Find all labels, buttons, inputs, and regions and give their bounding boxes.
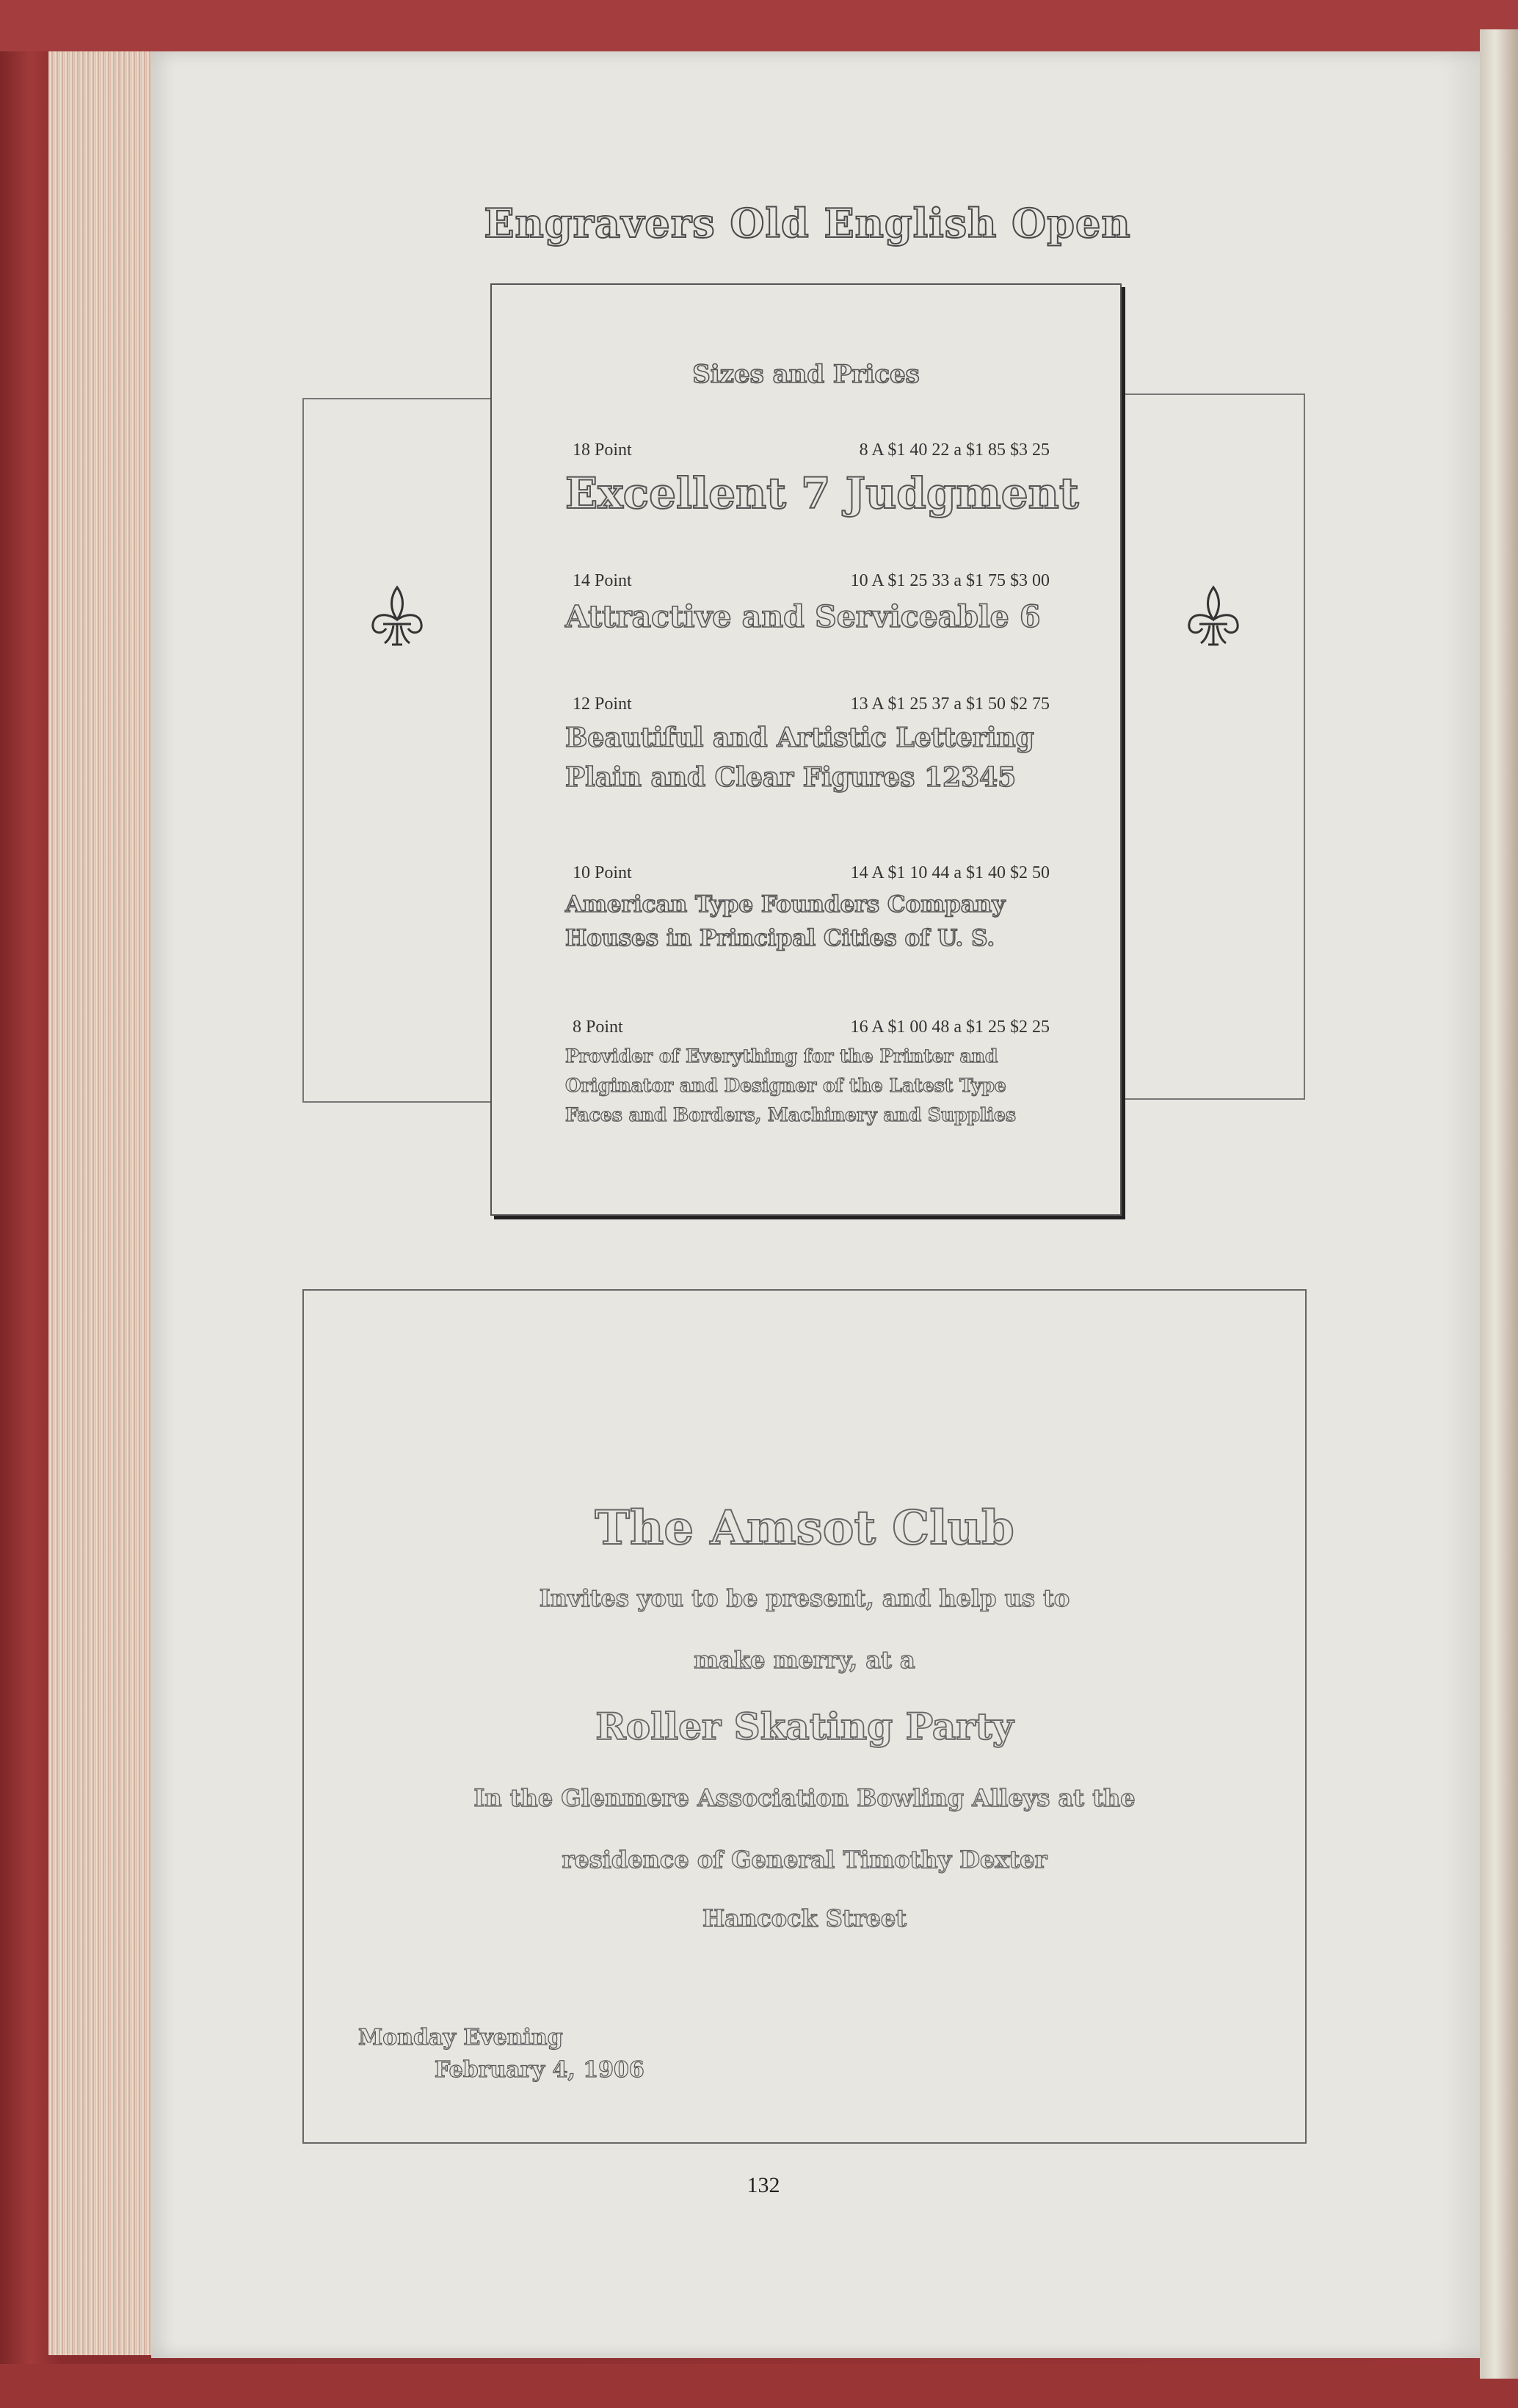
- page-stack-edges: [48, 51, 159, 2355]
- sample-8pt-line-1: Provider of Everything for the Printer and: [565, 1045, 998, 1067]
- event-day: Monday Evening: [358, 2025, 563, 2050]
- spec-row-14pt: [573, 571, 1050, 593]
- sample-8pt-line-2: Originator and Designer of the Latest Type: [565, 1075, 1006, 1096]
- sample-18pt-line-1: Excellent 7 Judgment: [565, 468, 1079, 518]
- cover-bottom-edge: [0, 2364, 1518, 2408]
- price-list: 13 A $1 25 37 a $1 50 $2 75: [850, 695, 1050, 714]
- page-right-edge: [1480, 29, 1518, 2379]
- price-list: 14 A $1 10 44 a $1 40 $2 50: [850, 863, 1050, 882]
- invitation-line-1: Invites you to be present, and help us to: [539, 1584, 1070, 1612]
- sample-8pt-line-3: Faces and Borders, Machinery and Supplies: [565, 1104, 1017, 1125]
- fleur-de-lis-icon: [1180, 581, 1246, 655]
- invitation-line-3: In the Glenmere Association Bowling Alleys at the: [473, 1784, 1136, 1812]
- fleur-de-lis-icon: [364, 581, 430, 655]
- price-list: 10 A $1 25 33 a $1 75 $3 00: [850, 571, 1050, 590]
- price-list: 8 A $1 40 22 a $1 85 $3 25: [859, 440, 1050, 460]
- spec-row-8pt: [573, 1018, 1050, 1040]
- event-date: February 4, 1906: [435, 2057, 644, 2083]
- point-size: 12 Point: [573, 695, 632, 714]
- price-list: 16 A $1 00 48 a $1 25 $2 25: [850, 1018, 1050, 1037]
- spec-row-18pt: [573, 440, 1050, 463]
- page-number: 132: [747, 2173, 780, 2197]
- invitation-panel: [302, 1289, 1307, 2144]
- point-size: 14 Point: [573, 571, 632, 590]
- invitation-line-5: Hancock Street: [702, 1904, 907, 1932]
- sample-12pt-line-1: Beautiful and Artistic Lettering: [565, 722, 1034, 753]
- sample-12pt-line-2: Plain and Clear Figures 12345: [565, 762, 1017, 793]
- invitation-line-4: residence of General Timothy Dexter: [562, 1846, 1047, 1874]
- page-title: Engravers Old English Open: [484, 200, 1131, 247]
- spec-row-10pt: [573, 863, 1050, 885]
- point-size: 8 Point: [573, 1018, 623, 1037]
- sample-10pt-line-1: American Type Founders Company: [565, 891, 1006, 918]
- left-side-panel: [302, 398, 493, 1103]
- point-size: 18 Point: [573, 440, 632, 460]
- invitation-line-2: make merry, at a: [694, 1646, 915, 1674]
- point-size: 10 Point: [573, 863, 632, 882]
- sizes-heading: Sizes and Prices: [692, 360, 920, 389]
- right-side-panel: [1119, 394, 1305, 1100]
- specimen-card: [490, 283, 1122, 1216]
- club-name: The Amsot Club: [595, 1501, 1014, 1556]
- cover-top-edge: [0, 0, 1518, 51]
- sample-14pt-line-1: Attractive and Serviceable 6: [565, 599, 1041, 634]
- sample-10pt-line-2: Houses in Principal Cities of U. S.: [565, 925, 995, 951]
- spec-row-12pt: [573, 695, 1050, 717]
- event-name: Roller Skating Party: [595, 1705, 1014, 1748]
